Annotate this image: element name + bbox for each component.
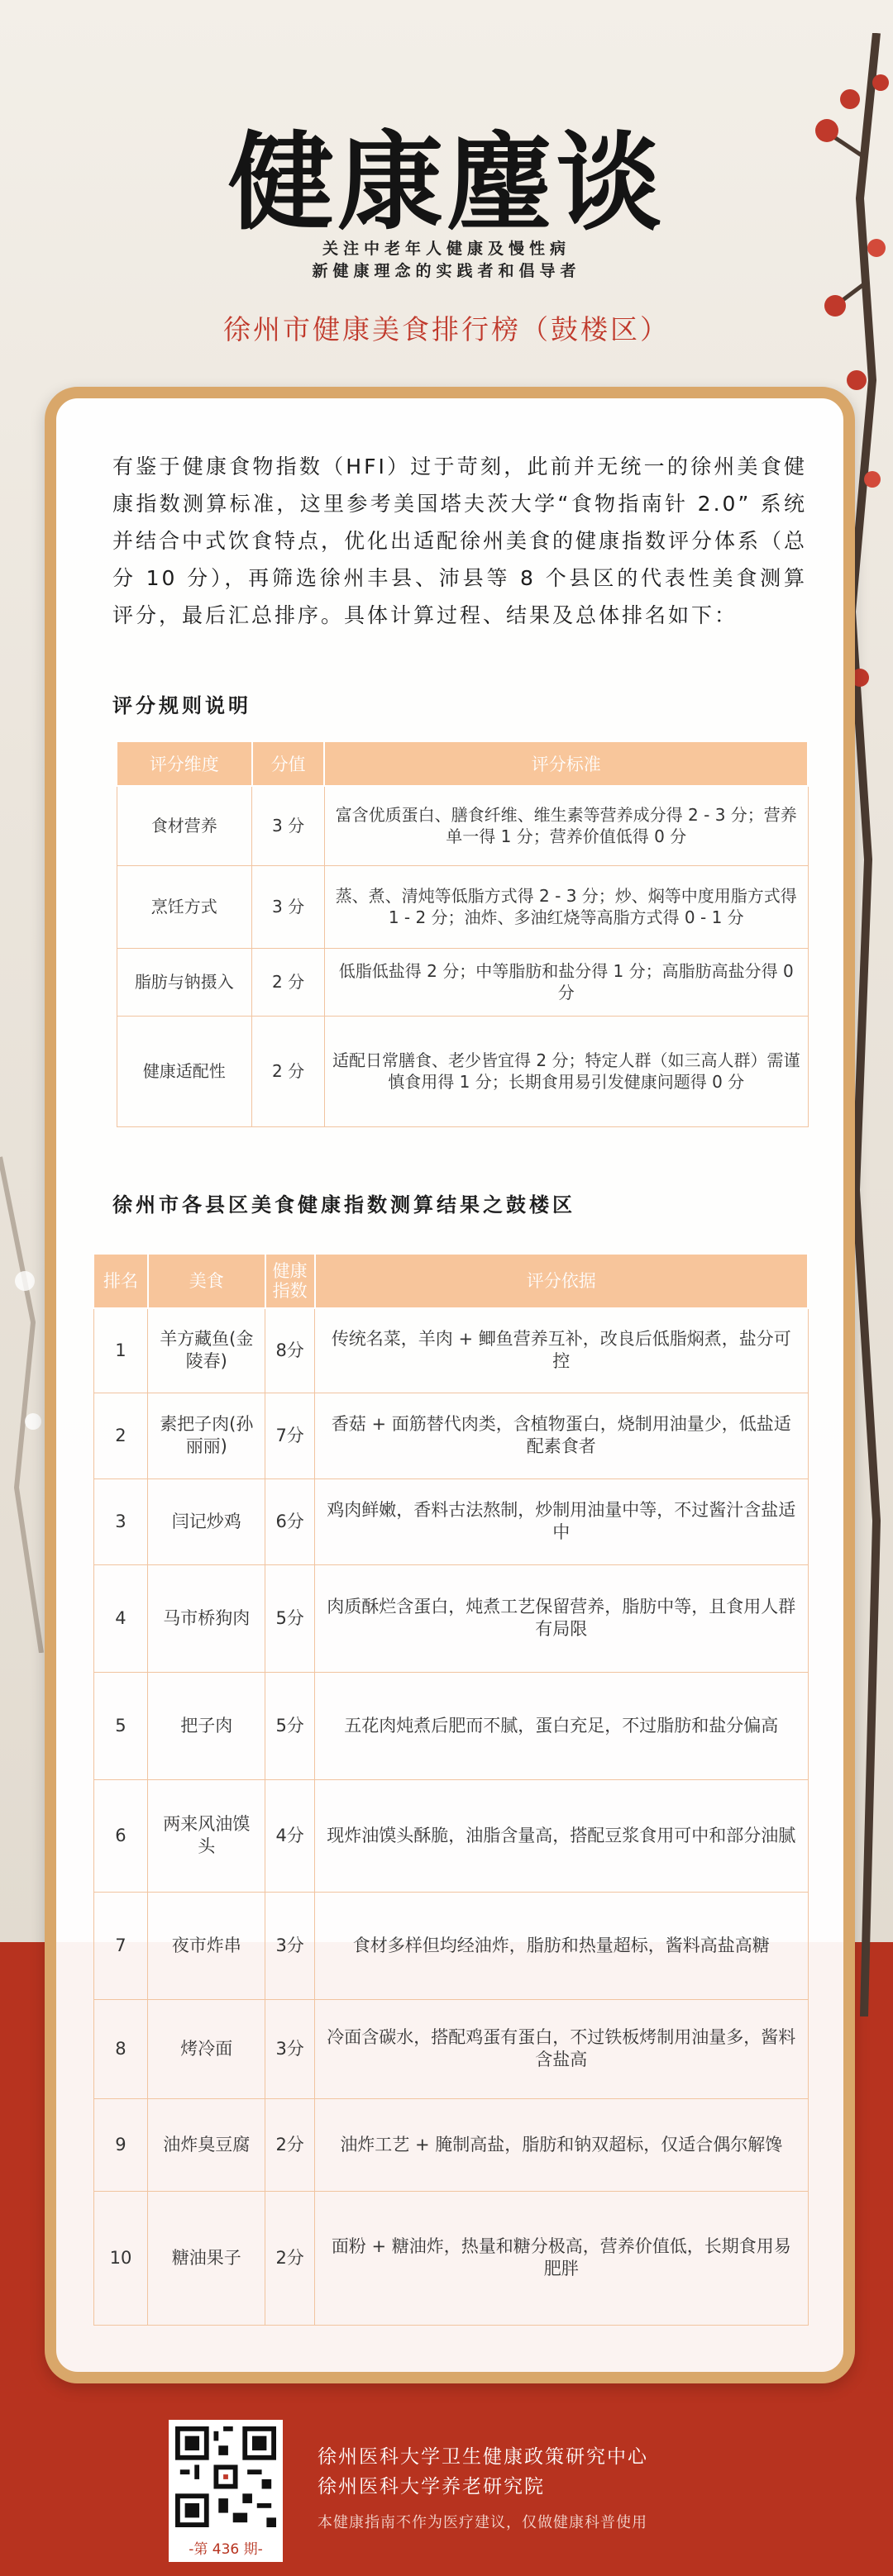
rank-cell: 6: [93, 1779, 148, 1892]
food-cell: 素把子肉(孙丽丽): [148, 1393, 265, 1478]
rules-header-row: [117, 741, 808, 786]
organization-line2: 徐州医科大学养老研究院: [318, 2476, 545, 2497]
basis-cell: 传统名菜，羊肉 + 鲫鱼营养互补，改良后低脂焖煮，盐分可控: [315, 1308, 808, 1393]
rank-cell: 1: [93, 1308, 148, 1393]
issue-number: -第 436 期-: [189, 2541, 263, 2558]
results-section-title: 徐州市各县区美食健康指数测算结果之鼓楼区: [112, 1193, 575, 1217]
basis-cell: 肉质酥烂含蛋白，炖煮工艺保留营养，脂肪中等，且食用人群有局限: [315, 1564, 808, 1672]
score-cell: 4分: [265, 1779, 315, 1892]
rule-standard: 适配日常膳食、老少皆宜得 2 分；特定人群（如三高人群）需谨慎食用得 1 分；长期食用易引发健康问题得 0 分: [324, 1016, 808, 1126]
rank-cell: 10: [93, 2191, 148, 2325]
food-cell: 烤冷面: [148, 1999, 265, 2098]
rules-section-title: 评分规则说明: [112, 694, 251, 717]
rule-standard: 低脂低盐得 2 分；中等脂肪和盐分得 1 分；高脂肪高盐分得 0 分: [324, 948, 808, 1016]
rule-score: 3 分: [252, 865, 325, 948]
rule-score: 2 分: [252, 1016, 325, 1126]
basis-cell: 现炸油馍头酥脆，油脂含量高，搭配豆浆食用可中和部分油腻: [315, 1779, 808, 1892]
basis-cell: 鸡肉鲜嫩，香料古法熬制，炒制用油量中等，不过酱汁含盐适中: [315, 1478, 808, 1564]
basis-cell: 面粉 + 糖油炸，热量和糖分极高，营养价值低，长期食用易肥胖: [315, 2191, 808, 2325]
rank-cell: 4: [93, 1564, 148, 1672]
organization-line1: 徐州医科大学卫生健康政策研究中心: [318, 2446, 648, 2468]
score-cell: 8分: [265, 1308, 315, 1393]
table-row: [93, 2191, 808, 2325]
table-row: [117, 1016, 808, 1126]
rule-dimension: 食材营养: [117, 786, 252, 865]
rules-header-dimension: 评分维度: [117, 741, 252, 786]
table-row: [93, 1478, 808, 1564]
table-row: [93, 1393, 808, 1478]
food-cell: 糖油果子: [148, 2191, 265, 2325]
page-title: 健康麈谈: [227, 121, 665, 245]
score-cell: 5分: [265, 1564, 315, 1672]
table-row: [93, 1779, 808, 1892]
results-header-food: 美食: [148, 1254, 265, 1308]
subtitle-line1: 关注中老年人健康及慢性病: [322, 240, 571, 258]
rank-cell: 9: [93, 2098, 148, 2191]
basis-cell: 冷面含碳水，搭配鸡蛋有蛋白，不过铁板烤制用油量多，酱料含盐高: [315, 1999, 808, 2098]
rule-dimension: 健康适配性: [117, 1016, 252, 1126]
table-row: [93, 1999, 808, 2098]
score-cell: 2分: [265, 2191, 315, 2325]
basis-cell: 香菇 + 面筋替代肉类，含植物蛋白，烧制用油量少，低盐适配素食者: [315, 1393, 808, 1478]
rules-header-score: 分值: [252, 741, 325, 786]
header: [0, 0, 893, 380]
food-cell: 马市桥狗肉: [148, 1564, 265, 1672]
food-cell: 油炸臭豆腐: [148, 2098, 265, 2191]
food-cell: 羊方藏鱼(金陵春): [148, 1308, 265, 1393]
score-cell: 6分: [265, 1478, 315, 1564]
table-row: [117, 865, 808, 948]
disclaimer: 本健康指南不作为医疗建议，仅做健康科普使用: [318, 2514, 647, 2531]
score-cell: 2分: [265, 2098, 315, 2191]
results-header-row: [93, 1254, 808, 1308]
rank-cell: 3: [93, 1478, 148, 1564]
score-cell: 7分: [265, 1393, 315, 1478]
food-cell: 闫记炒鸡: [148, 1478, 265, 1564]
score-cell: 3分: [265, 1892, 315, 1999]
content-card: [45, 387, 855, 2383]
basis-cell: 食材多样但均经油炸，脂肪和热量超标，酱料高盐高糖: [315, 1892, 808, 1999]
rule-dimension: 烹饪方式: [117, 865, 252, 948]
table-row: [93, 1892, 808, 1999]
table-row: [117, 786, 808, 865]
results-header-rank: 排名: [93, 1254, 148, 1308]
results-header-score: 健康指数: [265, 1254, 315, 1308]
rule-dimension: 脂肪与钠摄入: [117, 948, 252, 1016]
food-cell: 夜市炸串: [148, 1892, 265, 1999]
table-row: [93, 1564, 808, 1672]
footer: [0, 2413, 893, 2576]
food-cell: 把子肉: [148, 1672, 265, 1779]
table-row: [93, 1672, 808, 1779]
rule-score: 3 分: [252, 786, 325, 865]
rule-standard: 蒸、煮、清炖等低脂方式得 2 - 3 分；炒、焖等中度用脂方式得 1 - 2 分；油炸、多油红烧等高脂方式得 0 - 1 分: [324, 865, 808, 948]
rank-cell: 5: [93, 1672, 148, 1779]
basis-cell: 五花肉炖煮后肥而不腻，蛋白充足，不过脂肪和盐分偏高: [315, 1672, 808, 1779]
rule-standard: 富含优质蛋白、膳食纤维、维生素等营养成分得 2 - 3 分；营养单一得 1 分；营养价值低得 0 分: [324, 786, 808, 865]
basis-cell: 油炸工艺 + 腌制高盐，脂肪和钠双超标，仅适合偶尔解馋: [315, 2098, 808, 2191]
ranking-title: 徐州市健康美食排行榜（鼓楼区）: [223, 313, 670, 345]
results-table: [93, 1253, 809, 2326]
table-row: [93, 1308, 808, 1393]
intro-paragraph: 有鉴于健康食物指数（HFI）过于苛刻，此前并无统一的徐州美食健康指数测算标准，这里参考美国塔夫茨大学“食物指南针 2.0” 系统并结合中式饮食特点，优化出适配徐州美食的健康指数评分体系（总分 10 分），再筛选徐州丰县、沛县等 8 个县区的代表性美食测算评分，最后汇总排序。具体计算过程、结果及总体排名如下：: [112, 455, 808, 627]
rank-cell: 7: [93, 1892, 148, 1999]
score-cell: 5分: [265, 1672, 315, 1779]
qr-code-icon[interactable]: [169, 2420, 283, 2534]
food-cell: 两来风油馍头: [148, 1779, 265, 1892]
results-header-basis: 评分依据: [315, 1254, 808, 1308]
rules-header-standard: 评分标准: [324, 741, 808, 786]
rank-cell: 8: [93, 1999, 148, 2098]
subtitle-line2: 新健康理念的实践者和倡导者: [312, 262, 581, 280]
score-cell: 3分: [265, 1999, 315, 2098]
rank-cell: 2: [93, 1393, 148, 1478]
table-row: [93, 2098, 808, 2191]
rule-score: 2 分: [252, 948, 325, 1016]
rules-table: [116, 740, 809, 1127]
table-row: [117, 948, 808, 1016]
